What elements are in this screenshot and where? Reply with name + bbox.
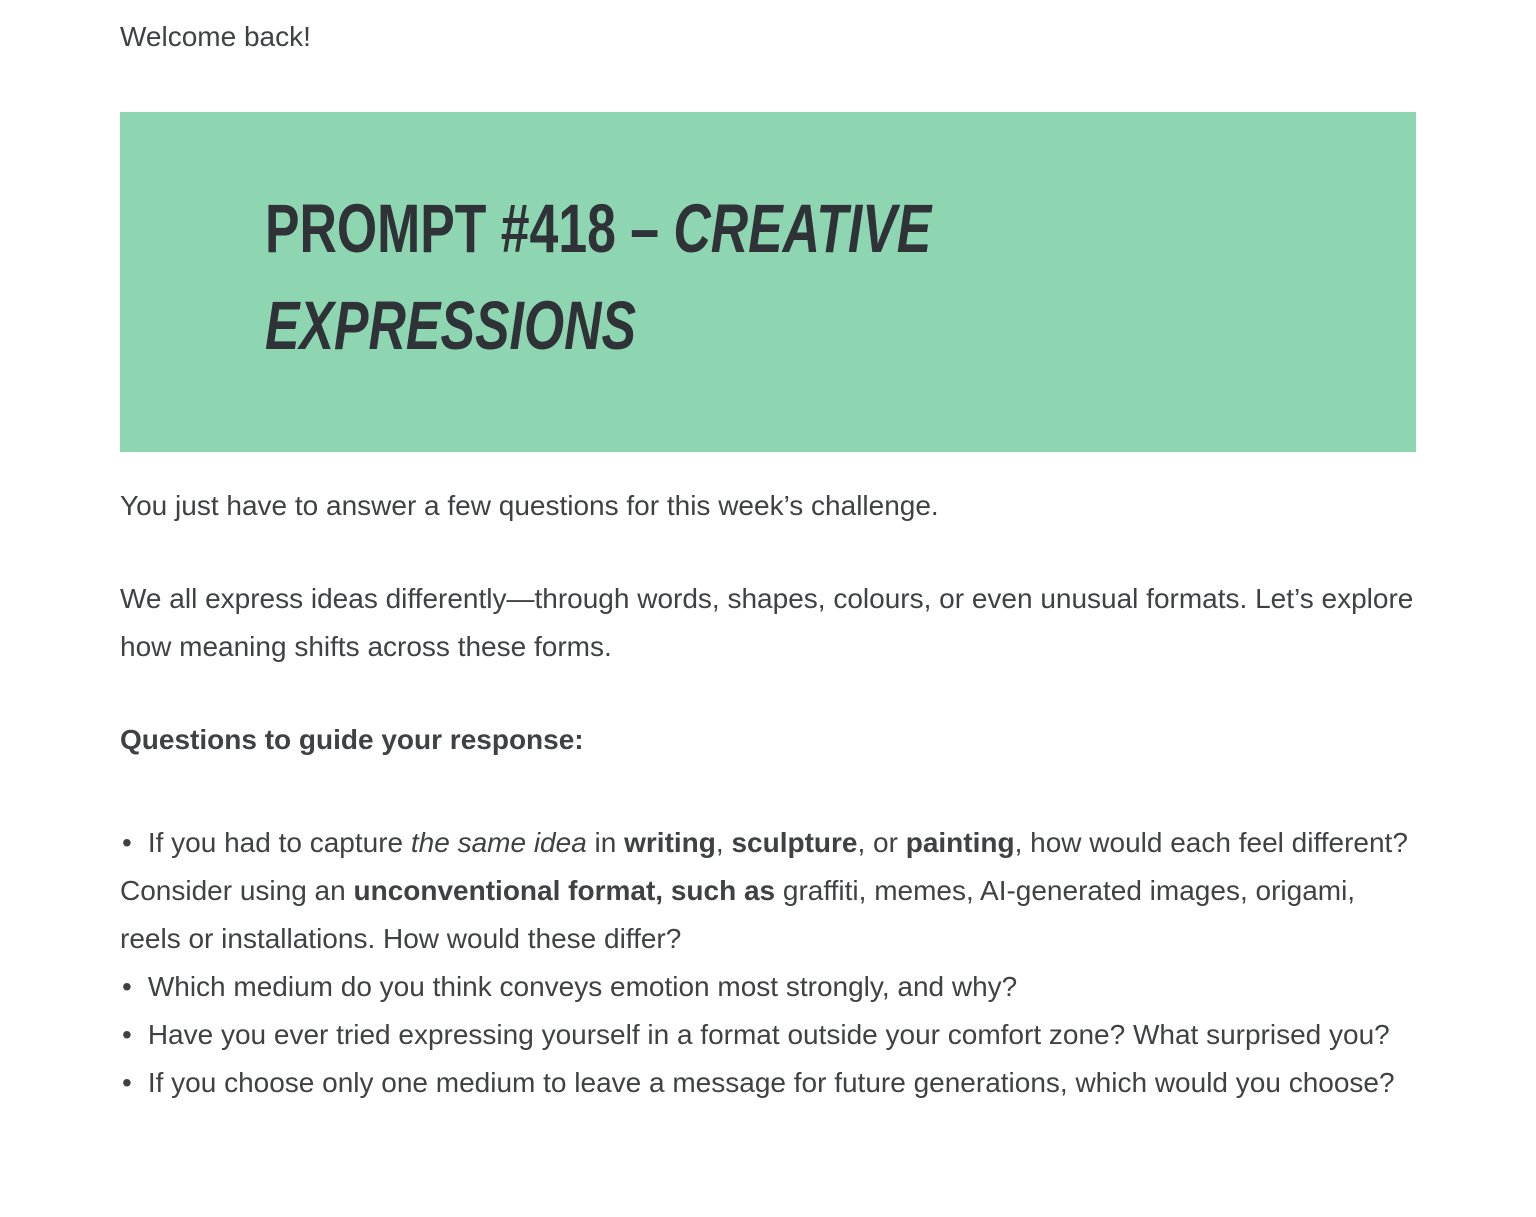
- description-paragraph: We all express ideas differently—through words, shapes, colours, or even unusual formats. Let’s explore how meaning shifts across these forms.: [120, 583, 1414, 662]
- post-title: [265, 180, 1015, 374]
- question-item-comfort-zone: • Have you ever tried expressing yourself in a format outside your comfort zone? What surprised you?: [120, 1011, 1416, 1059]
- question-item-emotion: • Which medium do you think conveys emotion most strongly, and why?: [120, 963, 1416, 1011]
- post-title-theme: CREATIVE EXPRESSIONS: [265, 190, 932, 364]
- questions-heading: Questions to guide your response:: [120, 724, 584, 755]
- post-title-prompt-number: PROMPT #418 –: [265, 190, 674, 267]
- intro-paragraph: You just have to answer a few questions for this week’s challenge.: [120, 490, 939, 521]
- prompt-banner: [120, 112, 1416, 452]
- question-item-media-comparison: • If you had to capture the same idea in writing, sculpture, or painting, how would each feel different? Consider using an unconventional format, such as graffiti, memes, AI-generated images, origami, reels or installations. How would these differ?: [120, 819, 1416, 963]
- blog-post-content: [120, 0, 1416, 1107]
- questions-list: [120, 819, 1416, 1107]
- welcome-text: Welcome back!: [120, 21, 311, 52]
- question-item-future-generations: • If you choose only one medium to leave a message for future generations, which would you choose?: [120, 1059, 1416, 1107]
